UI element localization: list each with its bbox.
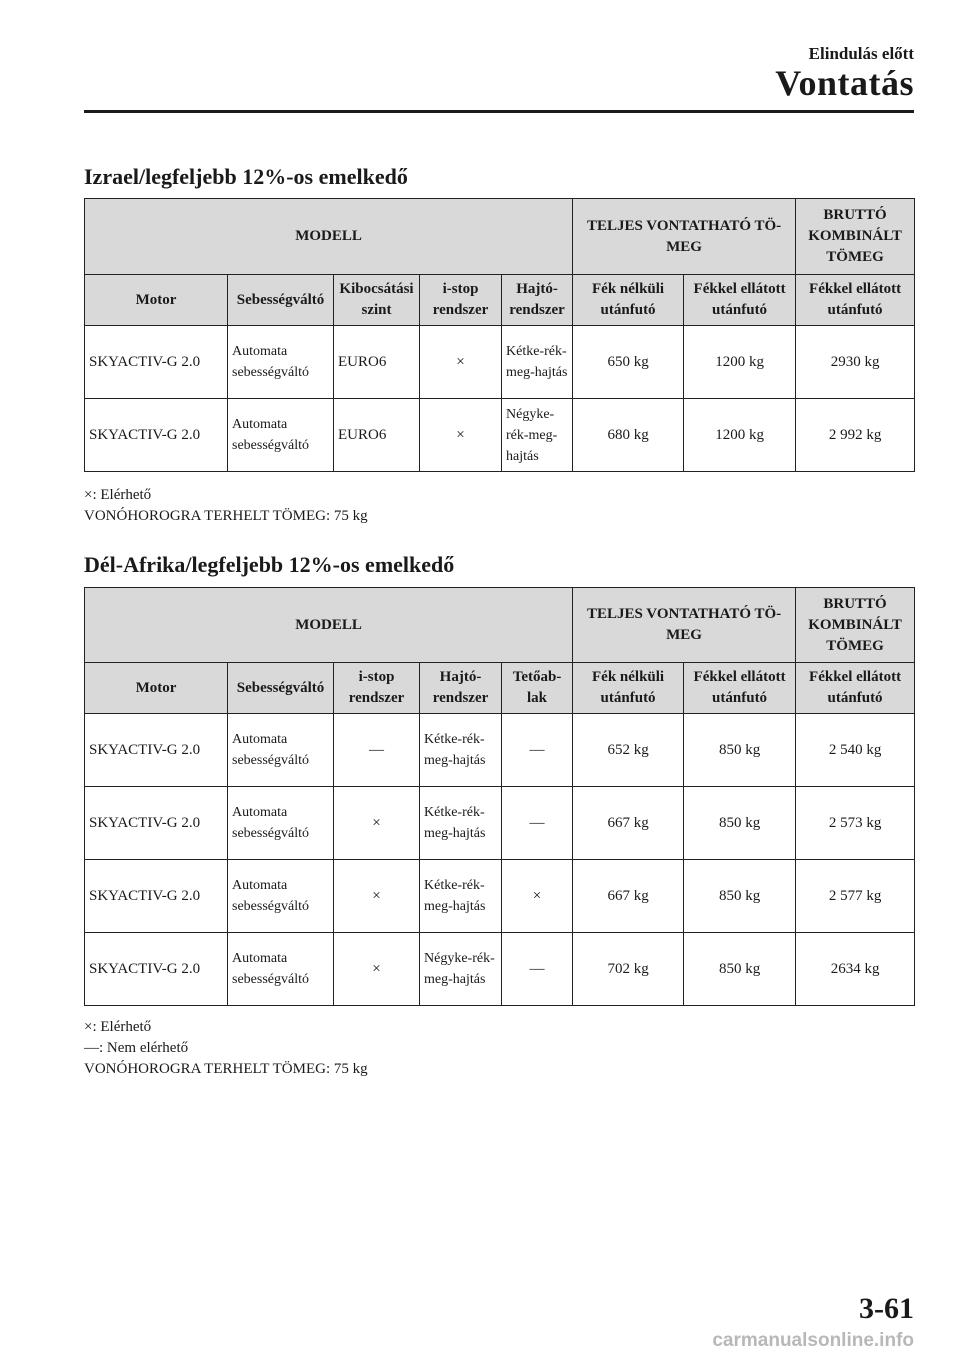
table-cell: 850 kg	[684, 787, 796, 860]
page-number: 3-61	[859, 1292, 914, 1325]
note-available: ×: Elérhető	[84, 1019, 152, 1035]
column-header: Fékkel ellátott utánfutó	[796, 275, 915, 326]
table-cell: SKYACTIV-G 2.0	[85, 399, 228, 472]
table-cell: Automata sebességváltó	[228, 860, 334, 933]
table-cell: 2 540 kg	[796, 714, 915, 787]
table-row	[85, 714, 915, 787]
table-cell: 850 kg	[684, 714, 796, 787]
table-cell: 667 kg	[573, 787, 684, 860]
column-header: Sebességváltó	[228, 275, 334, 326]
table-cell: Kétke-rék-meg-hajtás	[420, 714, 502, 787]
table-cell: —	[502, 714, 573, 787]
table-cell: 2634 kg	[796, 933, 915, 1006]
table-cell: ×	[334, 787, 420, 860]
table-cell: 667 kg	[573, 860, 684, 933]
table-cell: Automata sebességváltó	[228, 933, 334, 1006]
table-header-row	[85, 199, 915, 275]
table-cell: SKYACTIV-G 2.0	[85, 787, 228, 860]
table-cell: ×	[502, 860, 573, 933]
header-teljes: TELJES VONTATHATÓ TÖ-MEG	[573, 588, 796, 663]
table-cell: Négyke-rék-meg-hajtás	[502, 399, 573, 472]
table-cell: Automata sebességváltó	[228, 714, 334, 787]
table-cell: ×	[420, 326, 502, 399]
table-cell: ×	[334, 860, 420, 933]
table-cell: 652 kg	[573, 714, 684, 787]
table-header-row	[85, 275, 915, 326]
table-cell: ×	[420, 399, 502, 472]
note-available: ×: Elérhető	[84, 487, 152, 503]
table-cell: Automata sebességváltó	[228, 326, 334, 399]
table-cell: 850 kg	[684, 860, 796, 933]
table-notes-israel	[84, 485, 368, 527]
note-tongue-load: VONÓHOROGRA TERHELT TÖMEG: 75 kg	[84, 508, 368, 524]
table-cell: 850 kg	[684, 933, 796, 1006]
table-cell: 702 kg	[573, 933, 684, 1006]
column-header: Sebességváltó	[228, 663, 334, 714]
note-tongue-load: VONÓHOROGRA TERHELT TÖMEG: 75 kg	[84, 1061, 368, 1077]
column-header: Motor	[85, 663, 228, 714]
table-cell: Kétke-rék-meg-hajtás	[502, 326, 573, 399]
column-header: Hajtó-rendszer	[502, 275, 573, 326]
towing-table-south-africa	[84, 587, 915, 1006]
table-cell: 2 992 kg	[796, 399, 915, 472]
column-header: Tetőab-lak	[502, 663, 573, 714]
table-row	[85, 860, 915, 933]
table-cell: SKYACTIV-G 2.0	[85, 326, 228, 399]
column-header: Motor	[85, 275, 228, 326]
page-title: Vontatás	[775, 63, 914, 103]
header-brutto: BRUTTÓ KOMBINÁLT TÖMEG	[796, 199, 915, 275]
table-notes-south-africa	[84, 1017, 368, 1080]
note-not-available: —: Nem elérhető	[84, 1040, 189, 1056]
header-modell: MODELL	[85, 588, 573, 663]
table-cell: Négyke-rék-meg-hajtás	[420, 933, 502, 1006]
column-header: Fékkel ellátott utánfutó	[684, 275, 796, 326]
table-cell: 1200 kg	[684, 399, 796, 472]
chapter-label: Elindulás előtt	[808, 44, 914, 63]
table-header-row	[85, 663, 915, 714]
table-cell: 2 577 kg	[796, 860, 915, 933]
column-header: i-stop rendszer	[420, 275, 502, 326]
table-cell: —	[502, 787, 573, 860]
table-cell: Automata sebességváltó	[228, 787, 334, 860]
table-cell: SKYACTIV-G 2.0	[85, 860, 228, 933]
table-row	[85, 933, 915, 1006]
column-header: Kibocsátási szint	[334, 275, 420, 326]
table-cell: —	[334, 714, 420, 787]
table-cell: EURO6	[334, 326, 420, 399]
table-cell: SKYACTIV-G 2.0	[85, 714, 228, 787]
table-row	[85, 399, 915, 472]
table-cell: —	[502, 933, 573, 1006]
column-header: Hajtó-rendszer	[420, 663, 502, 714]
watermark: carmanualsonline.info	[712, 1330, 914, 1351]
table-cell: 2930 kg	[796, 326, 915, 399]
column-header: i-stop rendszer	[334, 663, 420, 714]
section-title-israel: Izrael/legfeljebb 12%-os emelkedő	[84, 164, 408, 189]
table-cell: 1200 kg	[684, 326, 796, 399]
table-cell: 2 573 kg	[796, 787, 915, 860]
table-cell: 650 kg	[573, 326, 684, 399]
header-divider	[84, 110, 914, 113]
table-row	[85, 326, 915, 399]
table-cell: ×	[334, 933, 420, 1006]
table-cell: Kétke-rék-meg-hajtás	[420, 787, 502, 860]
table-cell: 680 kg	[573, 399, 684, 472]
column-header: Fék nélküli utánfutó	[573, 275, 684, 326]
table-cell: SKYACTIV-G 2.0	[85, 933, 228, 1006]
towing-table-israel	[84, 198, 915, 472]
column-header: Fék nélküli utánfutó	[573, 663, 684, 714]
table-header-row	[85, 588, 915, 663]
table-cell: Automata sebességváltó	[228, 399, 334, 472]
header-teljes: TELJES VONTATHATÓ TÖ-MEG	[573, 199, 796, 275]
header-modell: MODELL	[85, 199, 573, 275]
column-header: Fékkel ellátott utánfutó	[796, 663, 915, 714]
table-row	[85, 787, 915, 860]
table-cell: Kétke-rék-meg-hajtás	[420, 860, 502, 933]
header-brutto: BRUTTÓ KOMBINÁLT TÖMEG	[796, 588, 915, 663]
column-header: Fékkel ellátott utánfutó	[684, 663, 796, 714]
section-title-south-africa: Dél-Afrika/legfeljebb 12%-os emelkedő	[84, 552, 455, 577]
table-cell: EURO6	[334, 399, 420, 472]
